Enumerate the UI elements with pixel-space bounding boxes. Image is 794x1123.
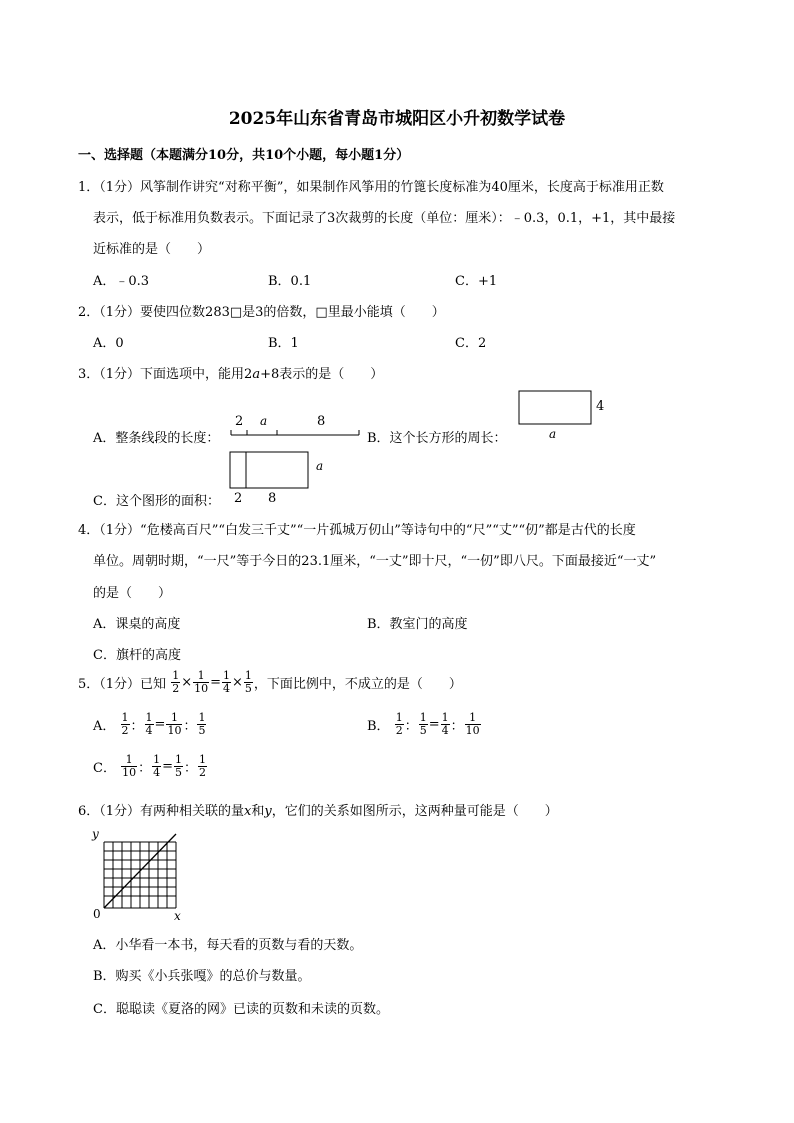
- q6-option-c[interactable]: C．聪聪读《夏洛的网》已读的页数和未读的页数。: [93, 1002, 389, 1017]
- rect-label-4: 4: [596, 399, 605, 414]
- q5-option-b[interactable]: B． $\frac{1}{2}$ ： $\frac{1}{5}$ = $\frac{1}{4}$ ： $\frac{1}{10}$: [367, 711, 480, 737]
- rect-label-a: a: [549, 427, 557, 441]
- axis-x-label: x: [174, 909, 181, 923]
- rectangle-diagram: [515, 388, 615, 444]
- q4-line2: 单位。周朝时期，“一尺”等于今日的23.1厘米，“一丈”即十尺，“一仞”即八尺。下面最接近“一丈”: [93, 554, 657, 569]
- q3-option-c[interactable]: C．这个图形的面积：: [93, 494, 220, 509]
- q5-option-c[interactable]: C． $\frac{1}{10}$ ： $\frac{1}{4}$ = $\frac{1}{5}$ ： $\frac{1}{2}$: [93, 753, 207, 779]
- q4-option-a[interactable]: A．课桌的高度: [93, 617, 181, 632]
- q4-option-b[interactable]: B．教室门的高度: [367, 617, 468, 632]
- xy-grid-graph: [88, 826, 188, 924]
- q1-option-a[interactable]: A．﹣0.3: [93, 274, 150, 289]
- q2-line1: 2．（1分）要使四位数283□是3的倍数，□里最小能填（ ）: [78, 305, 445, 320]
- q2-option-c[interactable]: C．2: [455, 336, 487, 351]
- segment-label-8: 8: [317, 414, 326, 429]
- axis-y-label: y: [92, 827, 99, 841]
- q5-line1: [78, 670, 462, 695]
- q4-option-c[interactable]: C．旗杆的高度: [93, 648, 181, 663]
- fraction-half: $\frac{1}{2}$: [172, 669, 180, 695]
- area-diagram: [226, 448, 336, 506]
- segment-diagram: [225, 410, 365, 442]
- origin-label: 0: [93, 907, 101, 921]
- q3-var-a: a: [252, 367, 261, 382]
- q1-line2: 表示，低于标准用负数表示。下面记录了3次裁剪的长度（单位：厘米）：﹣0.3，0.1，+1，其中最接: [93, 211, 676, 226]
- segment-label-a: a: [260, 414, 268, 428]
- q6-option-b[interactable]: B．购买《小兵张嘎》的总价与数量。: [93, 969, 311, 984]
- q3-line1: [78, 363, 383, 382]
- section-heading: 一、选择题（本题满分10分，共10个小题，每小题1分）: [78, 148, 410, 163]
- fraction-quarter: $\frac{1}{4}$: [223, 669, 230, 695]
- q1-line3: 近标准的是（ ）: [93, 242, 211, 257]
- q3-text-post: +8表示的是（ ）: [260, 367, 384, 382]
- q1-option-b[interactable]: B．0.1: [268, 274, 312, 289]
- fraction-tenth: $\frac{1}{10}$: [194, 669, 209, 695]
- q5-option-a[interactable]: A． $\frac{1}{2}$ ： $\frac{1}{4}$ = $\frac{1}{10}$ ： $\frac{1}{5}$: [93, 711, 206, 737]
- q6-var-y: y: [264, 804, 272, 819]
- area-label-8: 8: [268, 491, 277, 506]
- q6-option-a[interactable]: A．小华看一本书，每天看的页数与看的天数。: [93, 938, 363, 953]
- fraction-fifth: $\frac{1}{5}$: [244, 669, 252, 695]
- exam-title: 2025年山东省青岛市城阳区小升初数学试卷: [228, 109, 566, 129]
- q6-var-x: x: [244, 804, 252, 819]
- q3-option-b[interactable]: B．这个长方形的周长：: [367, 431, 507, 446]
- q4-line3: 的是（ ）: [93, 586, 172, 601]
- q2-option-a[interactable]: A．0: [93, 336, 124, 351]
- q2-option-b[interactable]: B．1: [268, 336, 299, 351]
- q1-line1: 1．（1分）风筝制作讲究“对称平衡”，如果制作风筝用的竹篦长度标准为40厘米，长度高于标准用正数: [78, 180, 664, 195]
- q1-option-c[interactable]: C．+1: [455, 274, 498, 289]
- q4-line1: 4．（1分）“危楼高百尺”“白发三千丈”“一片孤城万仞山”等诗句中的“尺”“丈”“仞”都是古代的长度: [78, 523, 636, 538]
- q3-option-a[interactable]: A．整条线段的长度：: [93, 431, 220, 446]
- area-label-a: a: [316, 459, 324, 473]
- times-sign: ×: [181, 675, 193, 690]
- segment-label-2: 2: [235, 414, 244, 429]
- q3-text-pre: 3．（1分）下面选项中，能用2: [78, 367, 253, 382]
- q5-text-pre: 5．（1分）已知: [78, 677, 167, 692]
- times-sign: ×: [232, 675, 243, 690]
- q6-line1: 6．（1分）有两种相关联的量x和y，它们的关系如图所示，这两种量可能是（ ）: [78, 804, 558, 819]
- area-label-2: 2: [234, 491, 243, 506]
- q5-text-post: ，下面比例中，不成立的是（ ）: [253, 677, 462, 692]
- equals-sign: =: [210, 675, 221, 690]
